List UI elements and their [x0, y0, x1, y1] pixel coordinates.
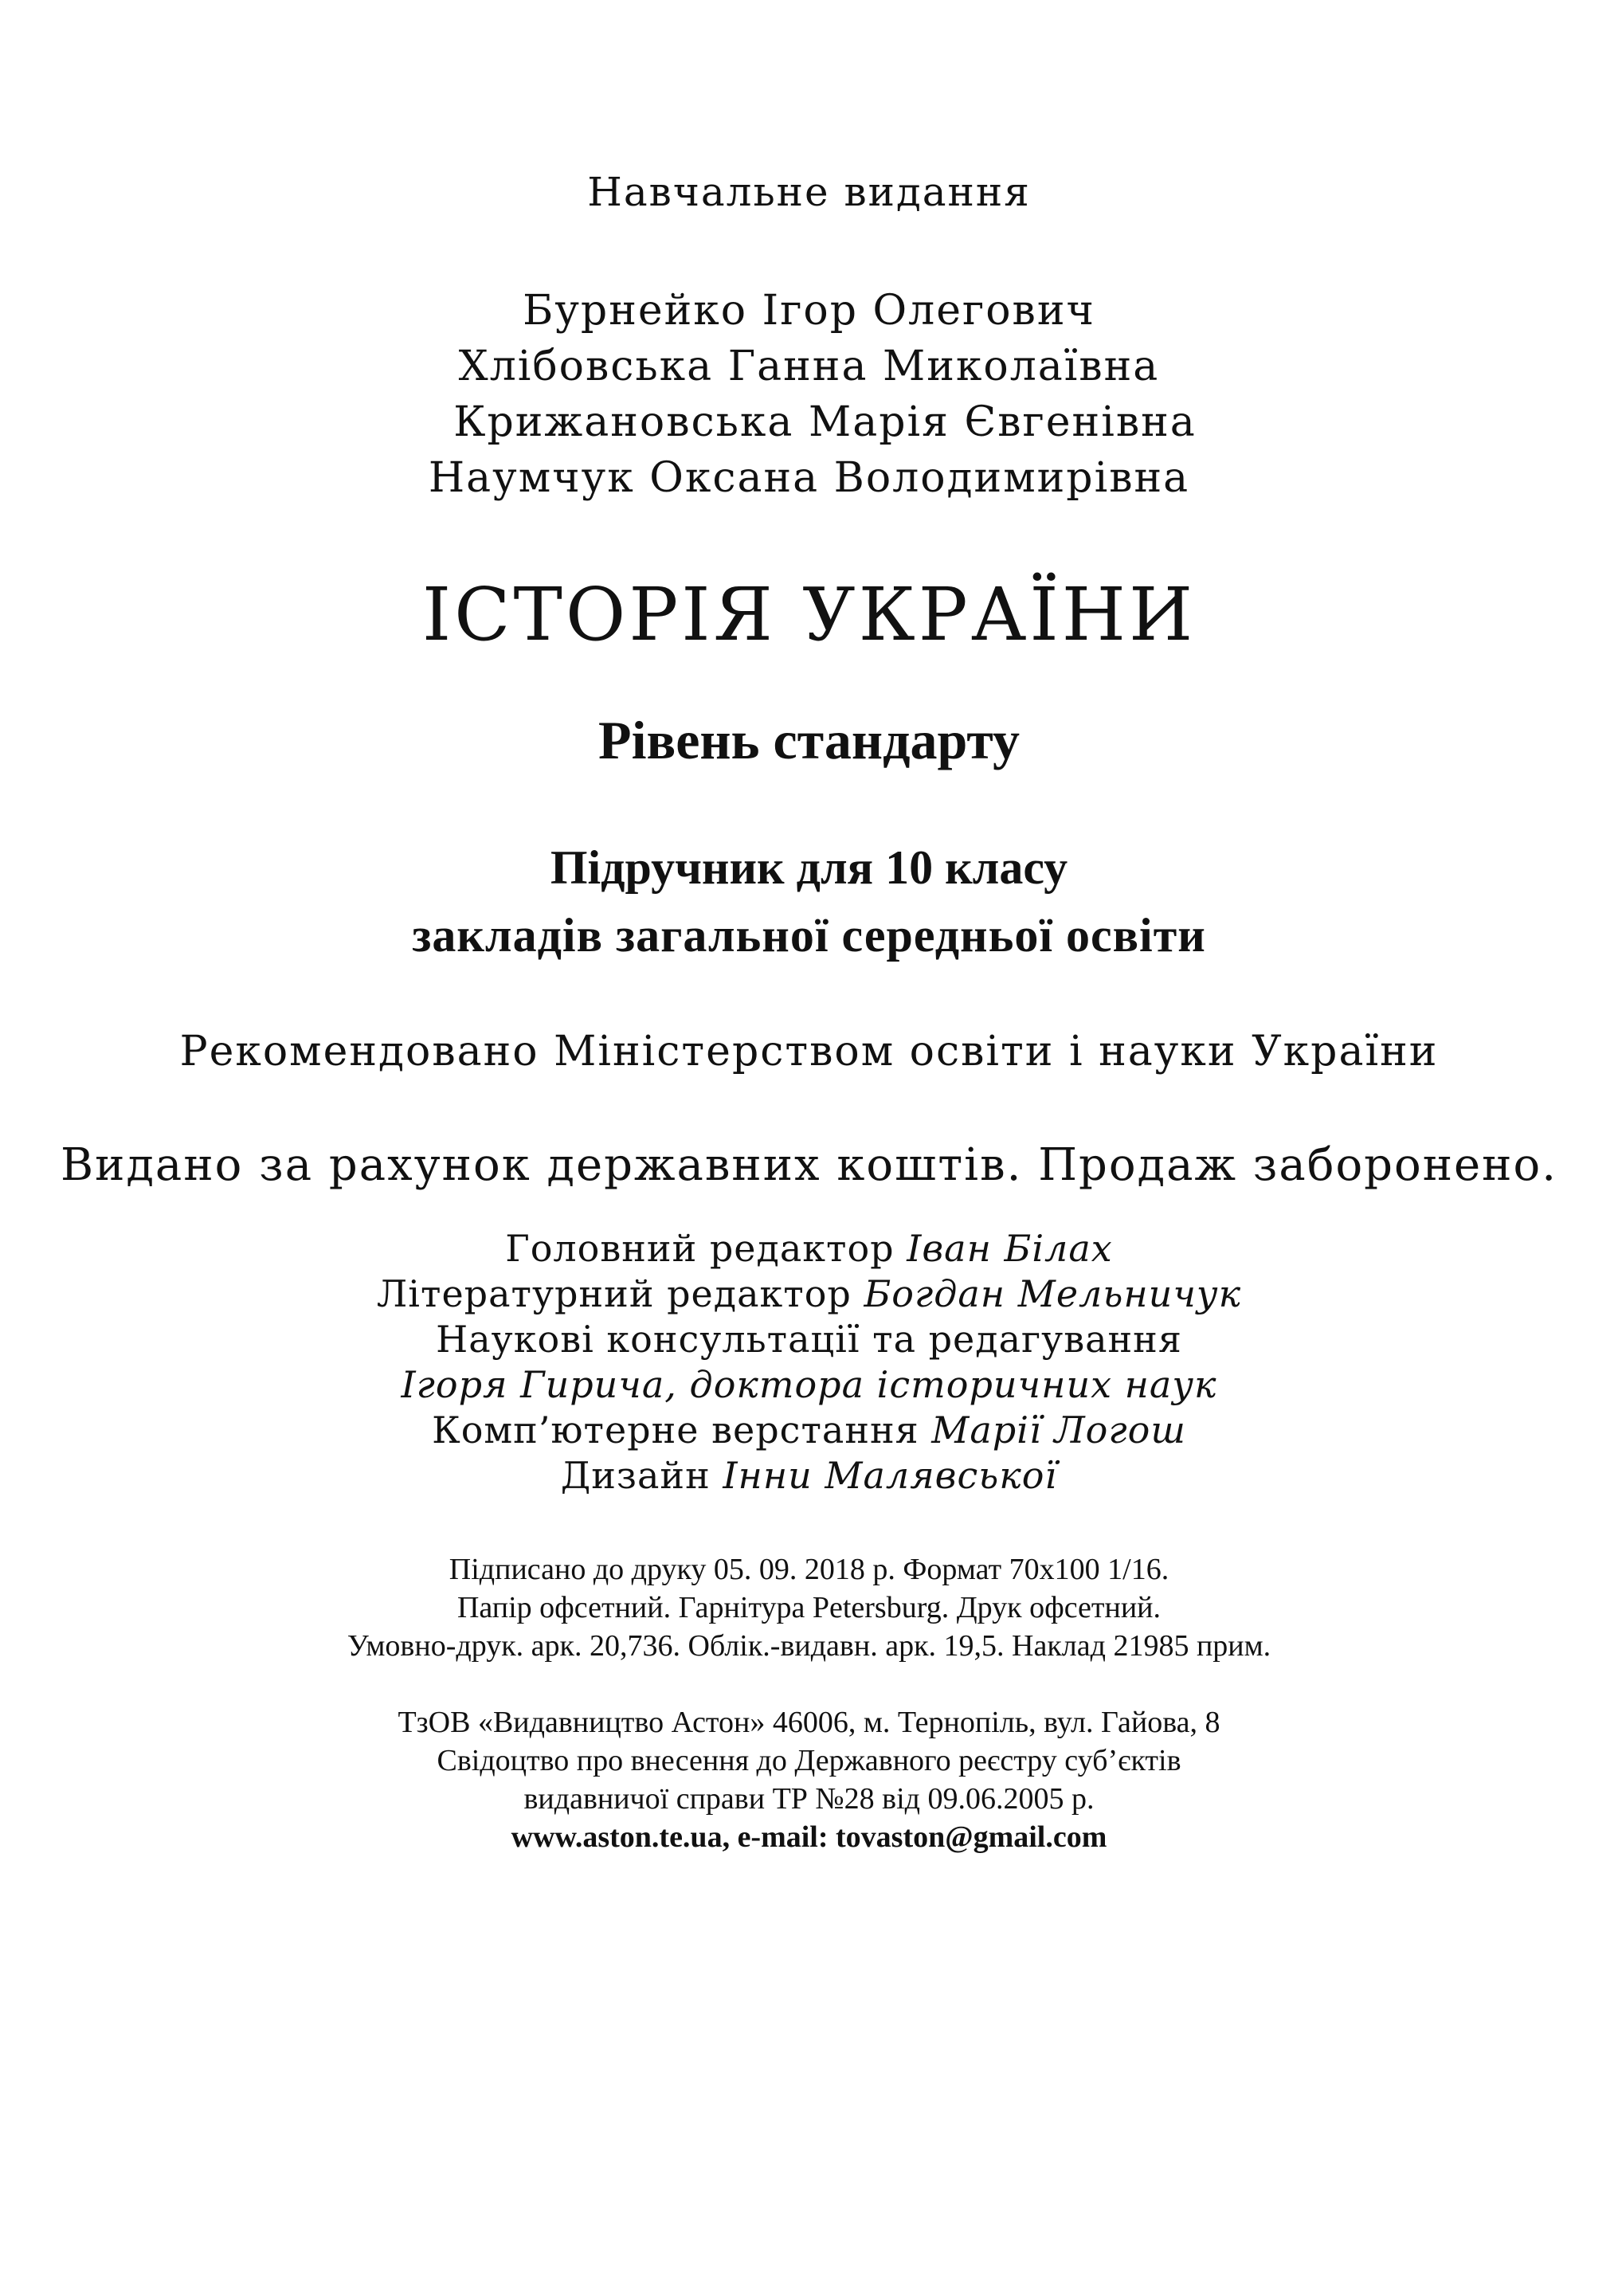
publisher-address: ТзОВ «Видавництво Астон» 46006, м. Тернопіль, вул. Гайова, 8 — [398, 1706, 1220, 1739]
credit-name: Марії Логош — [931, 1409, 1186, 1452]
publisher-contacts: www.aston.te.ua, e-mail: tovaston@gmail.com — [511, 1820, 1107, 1854]
credit-role: Головний редактор — [505, 1227, 907, 1270]
funding-note: Видано за рахунок державних коштів. Продаж заборонено. — [60, 1139, 1558, 1191]
credit-name: Інни Малявської — [723, 1454, 1058, 1497]
level-heading: Рівень стандарту — [598, 710, 1020, 770]
credit-design — [0, 1454, 1618, 1497]
credit-scientific-consultant — [0, 1363, 1618, 1406]
credit-role: Літературний редактор — [376, 1272, 864, 1315]
book-title: ІСТОРІЯ УКРАЇНИ — [421, 572, 1197, 657]
credit-literary-editor — [0, 1272, 1618, 1315]
imprint-line-3: Умовно-друк. арк. 20,736. Облік.-видавн. арк. 19,5. Наклад 21985 прим. — [347, 1629, 1271, 1663]
imprint-line-1: Підписано до друку 05. 09. 2018 р. Формат 70х100 1/16. — [449, 1553, 1169, 1586]
credit-role: Наукові консультації та редагування — [436, 1318, 1182, 1361]
credit-role: Комп’ютерне верстання — [432, 1409, 932, 1452]
recommendation-note: Рекомендовано Міністерством освіти і науки України — [179, 1028, 1439, 1076]
edition-type: Навчальне видання — [587, 169, 1031, 215]
author-3: Крижановська Марія Євгенівна — [453, 398, 1197, 446]
subtitle-line-2: закладів загальної середньої освіти — [412, 909, 1206, 962]
credit-scientific-consultation — [0, 1318, 1618, 1361]
author-4: Наумчук Оксана Володимирівна — [428, 454, 1190, 502]
author-2: Хлібовська Ганна Миколаївна — [458, 343, 1160, 390]
credit-layout — [0, 1409, 1618, 1452]
author-1: Бурнейко Ігор Олегович — [523, 287, 1095, 335]
subtitle-line-1: Підручник для 10 класу — [550, 841, 1068, 894]
credit-role: Дизайн — [560, 1454, 723, 1497]
credit-name: Богдан Мельничук — [864, 1272, 1242, 1315]
credit-chief-editor — [0, 1227, 1618, 1270]
credit-name: Ігоря Гирича, доктора історичних наук — [401, 1363, 1217, 1406]
publisher-certificate-line-2: видавничої справи ТР №28 від 09.06.2005 р. — [523, 1782, 1095, 1816]
credit-name: Іван Білах — [907, 1227, 1113, 1270]
publisher-certificate-line-1: Свідоцтво про внесення до Державного реєстру суб’єктів — [437, 1744, 1181, 1777]
imprint-line-2: Папір офсетний. Гарнітура Petersburg. Друк офсетний. — [456, 1591, 1162, 1624]
